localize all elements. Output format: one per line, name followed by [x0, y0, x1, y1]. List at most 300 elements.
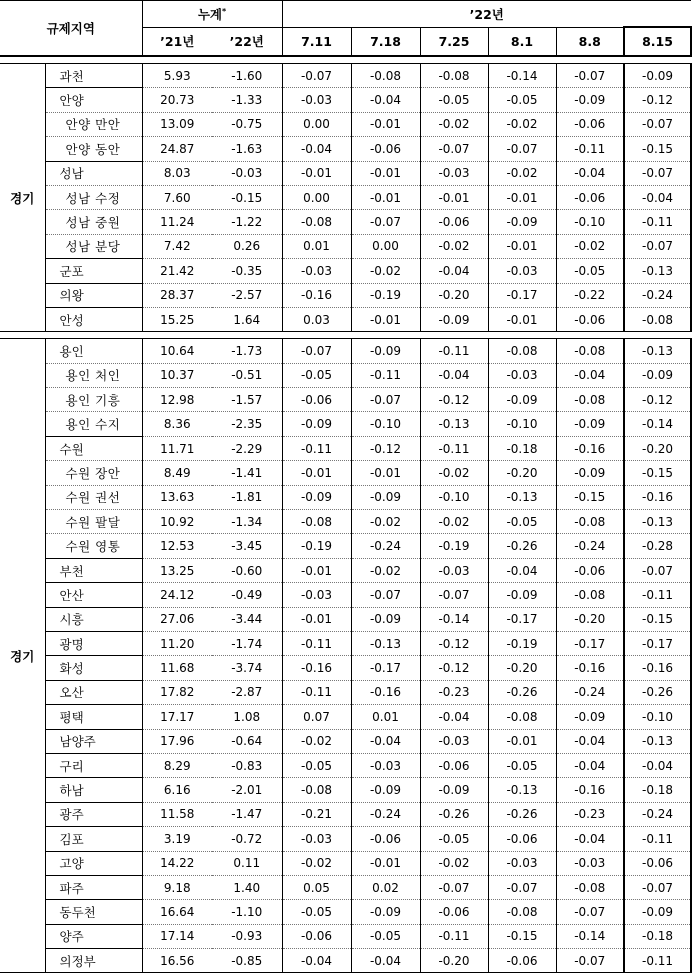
value-cell: 0.07: [282, 705, 351, 729]
value-cell: -0.01: [351, 307, 420, 331]
value-cell: -0.08: [556, 875, 624, 899]
section-gap-cell: [0, 56, 691, 64]
value-cell: -0.08: [488, 900, 556, 924]
value-cell: 11.68: [142, 656, 212, 680]
region-name: 오산: [45, 680, 142, 704]
region-name: 양주: [45, 924, 142, 948]
value-cell: -0.06: [556, 185, 624, 209]
value-cell: -0.19: [488, 631, 556, 655]
region-name: 군포: [45, 259, 142, 283]
value-cell: -0.51: [212, 363, 282, 387]
value-cell: 7.60: [142, 185, 212, 209]
value-cell: -0.17: [351, 656, 420, 680]
value-cell: -0.04: [488, 558, 556, 582]
value-cell: 5.93: [142, 64, 212, 88]
value-cell: -0.11: [624, 949, 691, 973]
value-cell: -0.09: [624, 64, 691, 88]
value-cell: -0.01: [488, 234, 556, 258]
value-cell: -0.06: [624, 851, 691, 875]
value-cell: -1.63: [212, 137, 282, 161]
value-cell: 17.82: [142, 680, 212, 704]
value-cell: -0.11: [624, 827, 691, 851]
value-cell: -0.05: [351, 924, 420, 948]
value-cell: -0.24: [351, 534, 420, 558]
value-cell: -0.16: [624, 656, 691, 680]
value-cell: -0.10: [351, 412, 420, 436]
value-cell: -0.01: [351, 112, 420, 136]
value-cell: -0.08: [488, 705, 556, 729]
value-cell: -0.17: [624, 631, 691, 655]
value-cell: 1.08: [212, 705, 282, 729]
value-cell: -0.07: [624, 112, 691, 136]
value-cell: -1.10: [212, 900, 282, 924]
column-header: 7.25: [420, 27, 488, 56]
year-header: ’22년: [282, 1, 691, 28]
value-cell: 17.14: [142, 924, 212, 948]
value-cell: -0.18: [488, 436, 556, 460]
cumulative-header: [142, 1, 282, 28]
value-cell: -0.06: [488, 827, 556, 851]
table-row: [0, 412, 691, 436]
value-cell: -0.13: [351, 631, 420, 655]
value-cell: 12.98: [142, 388, 212, 412]
value-cell: -0.06: [556, 112, 624, 136]
value-cell: -0.03: [420, 161, 488, 185]
value-cell: -0.03: [488, 259, 556, 283]
value-cell: 21.42: [142, 259, 212, 283]
value-cell: -0.35: [212, 259, 282, 283]
value-cell: -0.05: [488, 753, 556, 777]
value-cell: -0.08: [282, 778, 351, 802]
column-header: 8.1: [488, 27, 556, 56]
subregion-name: 수원 영통: [45, 534, 142, 558]
region-name: 하남: [45, 778, 142, 802]
value-cell: -0.13: [488, 485, 556, 509]
value-cell: -0.16: [351, 680, 420, 704]
region-name: 화성: [45, 656, 142, 680]
value-cell: -0.08: [282, 510, 351, 534]
value-cell: -0.20: [420, 949, 488, 973]
value-cell: -0.08: [351, 64, 420, 88]
value-cell: 8.29: [142, 753, 212, 777]
value-cell: -1.73: [212, 339, 282, 363]
value-cell: -3.45: [212, 534, 282, 558]
value-cell: -0.22: [556, 283, 624, 307]
table-body: [0, 56, 691, 973]
value-cell: -0.24: [351, 802, 420, 826]
section-gap-cell: [0, 332, 691, 339]
value-cell: -0.15: [624, 607, 691, 631]
value-cell: -0.17: [556, 631, 624, 655]
region-name: 부천: [45, 558, 142, 582]
value-cell: 0.01: [351, 705, 420, 729]
value-cell: 0.00: [282, 185, 351, 209]
value-cell: 15.25: [142, 307, 212, 331]
value-cell: -0.08: [556, 339, 624, 363]
table-row: [0, 705, 691, 729]
value-cell: 13.25: [142, 558, 212, 582]
value-cell: -0.26: [488, 534, 556, 558]
value-cell: -0.07: [556, 64, 624, 88]
value-cell: -0.04: [624, 185, 691, 209]
value-cell: -0.04: [351, 949, 420, 973]
value-cell: -0.17: [488, 283, 556, 307]
value-cell: -0.09: [351, 778, 420, 802]
value-cell: -0.14: [556, 924, 624, 948]
table-row: [0, 64, 691, 88]
value-cell: -0.09: [420, 778, 488, 802]
value-cell: -0.11: [420, 924, 488, 948]
value-cell: -0.03: [282, 827, 351, 851]
region-name: 광명: [45, 631, 142, 655]
value-cell: -0.18: [624, 924, 691, 948]
table-row: [0, 680, 691, 704]
region-name: 안성: [45, 307, 142, 331]
value-cell: -0.08: [488, 339, 556, 363]
value-cell: -0.26: [624, 680, 691, 704]
value-cell: -2.87: [212, 680, 282, 704]
value-cell: -0.07: [420, 875, 488, 899]
value-cell: -0.05: [420, 88, 488, 112]
value-cell: -0.01: [351, 185, 420, 209]
table-row: [0, 185, 691, 209]
value-cell: -0.02: [351, 558, 420, 582]
subregion-name: 안양 동안: [45, 137, 142, 161]
value-cell: -1.34: [212, 510, 282, 534]
value-cell: -0.07: [556, 900, 624, 924]
subregion-name: 용인 기흥: [45, 388, 142, 412]
province-cell: 경기: [0, 64, 45, 332]
value-cell: -0.04: [282, 949, 351, 973]
region-name: 고양: [45, 851, 142, 875]
value-cell: -0.08: [624, 307, 691, 331]
value-cell: 17.17: [142, 705, 212, 729]
region-name: 의왕: [45, 283, 142, 307]
value-cell: 16.64: [142, 900, 212, 924]
column-header: 8.15: [624, 27, 691, 56]
region-name: 평택: [45, 705, 142, 729]
region-name: 용인: [45, 339, 142, 363]
value-cell: -1.74: [212, 631, 282, 655]
value-cell: -0.06: [556, 307, 624, 331]
value-cell: 13.63: [142, 485, 212, 509]
value-cell: -1.60: [212, 64, 282, 88]
value-cell: -1.57: [212, 388, 282, 412]
value-cell: -0.24: [624, 802, 691, 826]
value-cell: -3.74: [212, 656, 282, 680]
value-cell: -0.09: [624, 900, 691, 924]
value-cell: -0.06: [420, 900, 488, 924]
table-row: [0, 607, 691, 631]
table-row: [0, 88, 691, 112]
value-cell: -0.12: [420, 656, 488, 680]
value-cell: -0.20: [556, 607, 624, 631]
value-cell: -0.16: [556, 656, 624, 680]
table-row: [0, 510, 691, 534]
value-cell: -0.09: [351, 900, 420, 924]
value-cell: 27.06: [142, 607, 212, 631]
value-cell: 11.58: [142, 802, 212, 826]
value-cell: -0.01: [351, 851, 420, 875]
value-cell: -0.01: [282, 607, 351, 631]
value-cell: 28.37: [142, 283, 212, 307]
value-cell: -0.01: [351, 461, 420, 485]
table-row: [0, 259, 691, 283]
value-cell: 0.26: [212, 234, 282, 258]
region-name: 안산: [45, 583, 142, 607]
region-name: 안양: [45, 88, 142, 112]
region-name: 구리: [45, 753, 142, 777]
value-cell: -0.09: [556, 705, 624, 729]
value-cell: -0.01: [488, 185, 556, 209]
value-cell: -0.03: [556, 851, 624, 875]
value-cell: -0.10: [624, 705, 691, 729]
value-cell: -0.20: [488, 461, 556, 485]
value-cell: -0.04: [420, 259, 488, 283]
value-cell: -0.04: [624, 753, 691, 777]
value-cell: -0.09: [282, 412, 351, 436]
value-cell: -0.10: [488, 412, 556, 436]
value-cell: -0.09: [351, 607, 420, 631]
table-row: [0, 388, 691, 412]
value-cell: -0.16: [624, 485, 691, 509]
value-cell: -0.04: [556, 753, 624, 777]
value-cell: -0.05: [556, 259, 624, 283]
value-cell: -0.08: [556, 388, 624, 412]
value-cell: -3.44: [212, 607, 282, 631]
value-cell: -0.10: [556, 210, 624, 234]
value-cell: -0.11: [351, 363, 420, 387]
table-row: [0, 461, 691, 485]
value-cell: 1.40: [212, 875, 282, 899]
value-cell: -0.18: [624, 778, 691, 802]
region-name: 파주: [45, 875, 142, 899]
value-cell: -0.19: [351, 283, 420, 307]
value-cell: -0.03: [282, 583, 351, 607]
value-cell: -0.11: [556, 137, 624, 161]
section-gap: [0, 332, 691, 339]
value-cell: -0.04: [420, 705, 488, 729]
value-cell: -0.09: [351, 339, 420, 363]
table-row: [0, 112, 691, 136]
value-cell: -0.03: [282, 88, 351, 112]
value-cell: -0.08: [556, 583, 624, 607]
value-cell: -2.29: [212, 436, 282, 460]
value-cell: -0.26: [488, 802, 556, 826]
table-row: [0, 827, 691, 851]
value-cell: -0.02: [488, 112, 556, 136]
value-cell: -0.09: [624, 363, 691, 387]
value-cell: -0.02: [556, 234, 624, 258]
value-cell: -0.12: [420, 388, 488, 412]
value-cell: -0.08: [282, 210, 351, 234]
value-cell: -0.09: [556, 88, 624, 112]
value-cell: 9.18: [142, 875, 212, 899]
value-cell: -0.14: [488, 64, 556, 88]
value-cell: -0.24: [556, 534, 624, 558]
value-cell: -0.04: [420, 363, 488, 387]
value-cell: -0.03: [488, 363, 556, 387]
value-cell: -0.04: [351, 729, 420, 753]
value-cell: 16.56: [142, 949, 212, 973]
value-cell: 8.36: [142, 412, 212, 436]
value-cell: -0.07: [420, 583, 488, 607]
value-cell: -0.07: [420, 137, 488, 161]
value-cell: -0.09: [488, 210, 556, 234]
table-row: [0, 137, 691, 161]
value-cell: -0.01: [282, 161, 351, 185]
value-cell: -0.07: [488, 875, 556, 899]
value-cell: -0.07: [282, 64, 351, 88]
value-cell: 24.87: [142, 137, 212, 161]
value-cell: -0.23: [420, 680, 488, 704]
table-row: [0, 210, 691, 234]
value-cell: -1.47: [212, 802, 282, 826]
table-row: [0, 485, 691, 509]
value-cell: -0.03: [212, 161, 282, 185]
value-cell: -0.11: [624, 210, 691, 234]
value-cell: 8.49: [142, 461, 212, 485]
region-name: 광주: [45, 802, 142, 826]
value-cell: -0.05: [282, 900, 351, 924]
value-cell: -0.23: [556, 802, 624, 826]
value-cell: -0.08: [420, 64, 488, 88]
value-cell: -0.13: [624, 259, 691, 283]
value-cell: -0.02: [351, 259, 420, 283]
table-row: [0, 802, 691, 826]
value-cell: -0.60: [212, 558, 282, 582]
value-cell: -0.16: [556, 436, 624, 460]
value-cell: -0.05: [282, 753, 351, 777]
value-cell: -0.15: [624, 137, 691, 161]
value-cell: -0.02: [420, 851, 488, 875]
table-row: [0, 234, 691, 258]
value-cell: -0.04: [556, 161, 624, 185]
value-cell: -0.15: [488, 924, 556, 948]
value-cell: -0.20: [488, 656, 556, 680]
value-cell: -0.15: [212, 185, 282, 209]
value-cell: -0.14: [420, 607, 488, 631]
value-cell: -0.06: [556, 558, 624, 582]
value-cell: 10.37: [142, 363, 212, 387]
value-cell: -0.04: [351, 88, 420, 112]
value-cell: -0.09: [556, 461, 624, 485]
table-row: [0, 656, 691, 680]
value-cell: -0.12: [624, 88, 691, 112]
value-cell: -0.13: [624, 510, 691, 534]
value-cell: -0.09: [282, 485, 351, 509]
table-row: [0, 875, 691, 899]
value-cell: 8.03: [142, 161, 212, 185]
value-cell: -0.08: [556, 510, 624, 534]
subregion-name: 성남 중원: [45, 210, 142, 234]
value-cell: -0.03: [420, 729, 488, 753]
value-cell: -0.07: [351, 210, 420, 234]
value-cell: 17.96: [142, 729, 212, 753]
value-cell: -0.20: [420, 283, 488, 307]
value-cell: -0.02: [420, 112, 488, 136]
value-cell: -0.24: [624, 283, 691, 307]
value-cell: -0.07: [488, 137, 556, 161]
column-header: 7.11: [282, 27, 351, 56]
value-cell: -0.07: [556, 949, 624, 973]
value-cell: 0.00: [282, 112, 351, 136]
value-cell: -0.16: [282, 283, 351, 307]
region-name: 의정부: [45, 949, 142, 973]
subregion-name: 수원 권선: [45, 485, 142, 509]
subregion-name: 안양 만안: [45, 112, 142, 136]
value-cell: -0.12: [624, 388, 691, 412]
table-row: [0, 307, 691, 331]
table-row: [0, 851, 691, 875]
value-cell: -0.06: [351, 137, 420, 161]
value-cell: -0.11: [282, 436, 351, 460]
value-cell: 11.71: [142, 436, 212, 460]
value-cell: -1.81: [212, 485, 282, 509]
value-cell: 14.22: [142, 851, 212, 875]
value-cell: -0.01: [351, 161, 420, 185]
value-cell: -0.17: [488, 607, 556, 631]
value-cell: -0.19: [282, 534, 351, 558]
value-cell: -0.12: [420, 631, 488, 655]
table-row: [0, 583, 691, 607]
value-cell: 13.09: [142, 112, 212, 136]
value-cell: 10.92: [142, 510, 212, 534]
table-row: [0, 339, 691, 363]
value-cell: -0.02: [420, 234, 488, 258]
value-cell: -0.28: [624, 534, 691, 558]
value-cell: -1.41: [212, 461, 282, 485]
table-row: [0, 949, 691, 973]
value-cell: 11.24: [142, 210, 212, 234]
value-cell: 11.20: [142, 631, 212, 655]
value-cell: -0.05: [488, 510, 556, 534]
value-cell: -0.05: [282, 363, 351, 387]
value-cell: -0.07: [624, 234, 691, 258]
table-row: [0, 558, 691, 582]
value-cell: -0.14: [624, 412, 691, 436]
subregion-name: 수원 장안: [45, 461, 142, 485]
value-cell: -0.15: [624, 461, 691, 485]
table-row: [0, 900, 691, 924]
region-name: 김포: [45, 827, 142, 851]
value-cell: 0.11: [212, 851, 282, 875]
value-cell: 0.01: [282, 234, 351, 258]
value-cell: -0.04: [556, 363, 624, 387]
value-cell: -0.04: [556, 729, 624, 753]
value-cell: -0.01: [282, 461, 351, 485]
value-cell: -0.75: [212, 112, 282, 136]
value-cell: -0.02: [488, 161, 556, 185]
value-cell: -0.02: [282, 851, 351, 875]
value-cell: -0.09: [488, 388, 556, 412]
table-row: [0, 534, 691, 558]
value-cell: 1.64: [212, 307, 282, 331]
value-cell: 10.64: [142, 339, 212, 363]
value-cell: -0.06: [282, 924, 351, 948]
value-cell: -0.93: [212, 924, 282, 948]
value-cell: 24.12: [142, 583, 212, 607]
value-cell: -0.04: [556, 827, 624, 851]
value-cell: -0.01: [282, 558, 351, 582]
value-cell: -0.07: [351, 388, 420, 412]
value-cell: -0.09: [488, 583, 556, 607]
value-cell: -0.10: [420, 485, 488, 509]
value-cell: 0.02: [351, 875, 420, 899]
province-cell: 경기: [0, 339, 45, 973]
subregion-name: 성남 분당: [45, 234, 142, 258]
value-cell: 7.42: [142, 234, 212, 258]
